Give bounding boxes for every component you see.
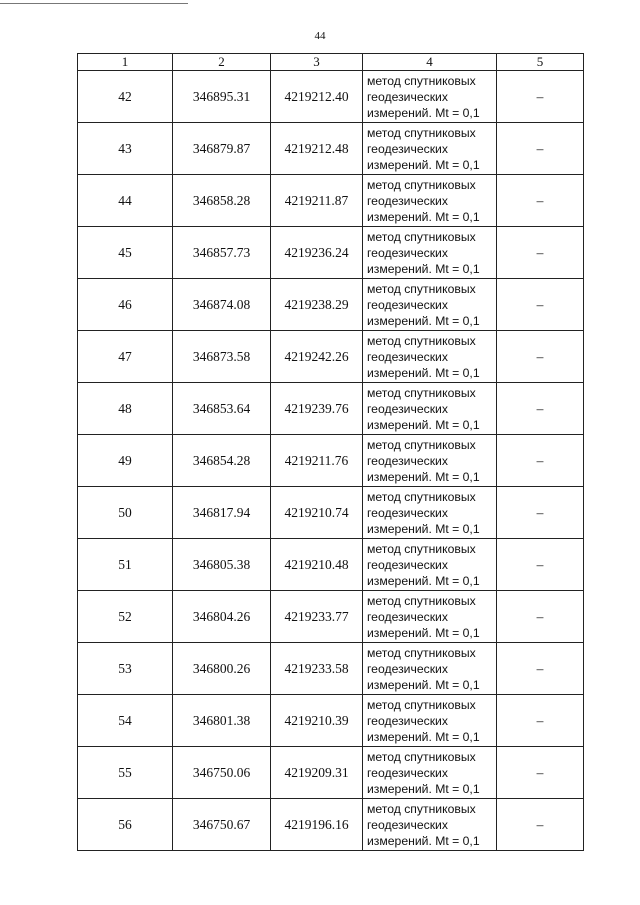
- column-5-cell: –: [497, 643, 584, 695]
- method-line: измерений. Mt = 0,1: [367, 781, 480, 796]
- table-row: [78, 643, 584, 695]
- method-cell: [363, 175, 497, 227]
- method-line: метод спутниковых: [367, 541, 476, 556]
- method-line: метод спутниковых: [367, 645, 476, 660]
- y-coordinate-cell: 4219211.87: [271, 175, 363, 227]
- method-line: метод спутниковых: [367, 437, 476, 452]
- point-number-cell: 46: [78, 279, 173, 331]
- column-5-cell: –: [497, 591, 584, 643]
- column-5-cell: –: [497, 279, 584, 331]
- column-5-cell: –: [497, 695, 584, 747]
- x-coordinate-cell: 346858.28: [173, 175, 271, 227]
- method-line: метод спутниковых: [367, 177, 476, 192]
- method-line: метод спутниковых: [367, 801, 476, 816]
- x-coordinate-cell: 346874.08: [173, 279, 271, 331]
- method-line: геодезических: [367, 817, 448, 832]
- column-header-4: 4: [363, 54, 497, 71]
- method-line: геодезических: [367, 141, 448, 156]
- column-5-cell: –: [497, 175, 584, 227]
- method-cell: [363, 279, 497, 331]
- method-cell: [363, 695, 497, 747]
- column-header-3: 3: [271, 54, 363, 71]
- method-line: измерений. Mt = 0,1: [367, 729, 480, 744]
- x-coordinate-cell: 346854.28: [173, 435, 271, 487]
- column-5-cell: –: [497, 487, 584, 539]
- x-coordinate-cell: 346801.38: [173, 695, 271, 747]
- method-line: измерений. Mt = 0,1: [367, 417, 480, 432]
- method-line: метод спутниковых: [367, 229, 476, 244]
- x-coordinate-cell: 346750.67: [173, 799, 271, 851]
- y-coordinate-cell: 4219210.48: [271, 539, 363, 591]
- table-row: [78, 539, 584, 591]
- x-coordinate-cell: 346817.94: [173, 487, 271, 539]
- method-line: геодезических: [367, 609, 448, 624]
- coordinates-table: [77, 53, 584, 851]
- method-line: измерений. Mt = 0,1: [367, 365, 480, 380]
- method-line: геодезических: [367, 349, 448, 364]
- method-line: геодезических: [367, 453, 448, 468]
- point-number-cell: 48: [78, 383, 173, 435]
- point-number-cell: 49: [78, 435, 173, 487]
- method-line: геодезических: [367, 245, 448, 260]
- method-cell: [363, 643, 497, 695]
- table-row: [78, 695, 584, 747]
- point-number-cell: 42: [78, 71, 173, 123]
- y-coordinate-cell: 4219210.74: [271, 487, 363, 539]
- method-cell: [363, 591, 497, 643]
- column-5-cell: –: [497, 799, 584, 851]
- point-number-cell: 55: [78, 747, 173, 799]
- x-coordinate-cell: 346805.38: [173, 539, 271, 591]
- method-line: измерений. Mt = 0,1: [367, 677, 480, 692]
- y-coordinate-cell: 4219233.58: [271, 643, 363, 695]
- column-5-cell: –: [497, 539, 584, 591]
- point-number-cell: 45: [78, 227, 173, 279]
- y-coordinate-cell: 4219196.16: [271, 799, 363, 851]
- column-5-cell: –: [497, 331, 584, 383]
- point-number-cell: 54: [78, 695, 173, 747]
- method-line: измерений. Mt = 0,1: [367, 209, 480, 224]
- y-coordinate-cell: 4219209.31: [271, 747, 363, 799]
- method-line: геодезических: [367, 193, 448, 208]
- method-line: измерений. Mt = 0,1: [367, 521, 480, 536]
- column-header-1: 1: [78, 54, 173, 71]
- method-line: геодезических: [367, 713, 448, 728]
- method-line: геодезических: [367, 661, 448, 676]
- table-row: [78, 227, 584, 279]
- top-rule: [0, 3, 188, 4]
- method-line: геодезических: [367, 297, 448, 312]
- column-5-cell: –: [497, 383, 584, 435]
- point-number-cell: 43: [78, 123, 173, 175]
- method-line: метод спутниковых: [367, 385, 476, 400]
- x-coordinate-cell: 346879.87: [173, 123, 271, 175]
- method-cell: [363, 123, 497, 175]
- column-5-cell: –: [497, 123, 584, 175]
- column-5-cell: –: [497, 435, 584, 487]
- method-line: метод спутниковых: [367, 281, 476, 296]
- y-coordinate-cell: 4219242.26: [271, 331, 363, 383]
- x-coordinate-cell: 346750.06: [173, 747, 271, 799]
- method-line: измерений. Mt = 0,1: [367, 833, 480, 848]
- method-line: геодезических: [367, 557, 448, 572]
- point-number-cell: 44: [78, 175, 173, 227]
- method-line: измерений. Mt = 0,1: [367, 469, 480, 484]
- y-coordinate-cell: 4219236.24: [271, 227, 363, 279]
- method-cell: [363, 435, 497, 487]
- y-coordinate-cell: 4219238.29: [271, 279, 363, 331]
- x-coordinate-cell: 346857.73: [173, 227, 271, 279]
- table-row: [78, 279, 584, 331]
- table-row: [78, 435, 584, 487]
- point-number-cell: 53: [78, 643, 173, 695]
- point-number-cell: 52: [78, 591, 173, 643]
- table-row: [78, 591, 584, 643]
- x-coordinate-cell: 346873.58: [173, 331, 271, 383]
- table-body: [78, 71, 584, 851]
- method-line: метод спутниковых: [367, 749, 476, 764]
- point-number-cell: 56: [78, 799, 173, 851]
- table-row: [78, 799, 584, 851]
- x-coordinate-cell: 346804.26: [173, 591, 271, 643]
- y-coordinate-cell: 4219210.39: [271, 695, 363, 747]
- method-line: метод спутниковых: [367, 73, 476, 88]
- method-line: геодезических: [367, 765, 448, 780]
- table-row: [78, 175, 584, 227]
- y-coordinate-cell: 4219212.40: [271, 71, 363, 123]
- column-header-2: 2: [173, 54, 271, 71]
- table-row: [78, 747, 584, 799]
- x-coordinate-cell: 346853.64: [173, 383, 271, 435]
- table-row: [78, 71, 584, 123]
- method-cell: [363, 747, 497, 799]
- method-line: измерений. Mt = 0,1: [367, 573, 480, 588]
- method-cell: [363, 71, 497, 123]
- point-number-cell: 50: [78, 487, 173, 539]
- y-coordinate-cell: 4219233.77: [271, 591, 363, 643]
- method-line: измерений. Mt = 0,1: [367, 625, 480, 640]
- x-coordinate-cell: 346895.31: [173, 71, 271, 123]
- method-line: метод спутниковых: [367, 593, 476, 608]
- method-cell: [363, 331, 497, 383]
- method-line: геодезических: [367, 505, 448, 520]
- column-5-cell: –: [497, 227, 584, 279]
- method-line: метод спутниковых: [367, 125, 476, 140]
- y-coordinate-cell: 4219212.48: [271, 123, 363, 175]
- method-cell: [363, 487, 497, 539]
- method-line: измерений. Mt = 0,1: [367, 105, 480, 120]
- method-cell: [363, 227, 497, 279]
- table-row: [78, 487, 584, 539]
- x-coordinate-cell: 346800.26: [173, 643, 271, 695]
- y-coordinate-cell: 4219211.76: [271, 435, 363, 487]
- column-5-cell: –: [497, 71, 584, 123]
- method-line: измерений. Mt = 0,1: [367, 261, 480, 276]
- column-header-5: 5: [497, 54, 584, 71]
- table-row: [78, 383, 584, 435]
- method-line: геодезических: [367, 89, 448, 104]
- page-number: 44: [314, 30, 326, 42]
- table-row: [78, 331, 584, 383]
- table-row: [78, 123, 584, 175]
- point-number-cell: 47: [78, 331, 173, 383]
- table-header-row: [78, 54, 584, 71]
- method-line: метод спутниковых: [367, 333, 476, 348]
- method-cell: [363, 799, 497, 851]
- method-line: измерений. Mt = 0,1: [367, 313, 480, 328]
- column-5-cell: –: [497, 747, 584, 799]
- method-line: метод спутниковых: [367, 489, 476, 504]
- method-cell: [363, 539, 497, 591]
- method-cell: [363, 383, 497, 435]
- method-line: геодезических: [367, 401, 448, 416]
- point-number-cell: 51: [78, 539, 173, 591]
- method-line: измерений. Mt = 0,1: [367, 157, 480, 172]
- method-line: метод спутниковых: [367, 697, 476, 712]
- y-coordinate-cell: 4219239.76: [271, 383, 363, 435]
